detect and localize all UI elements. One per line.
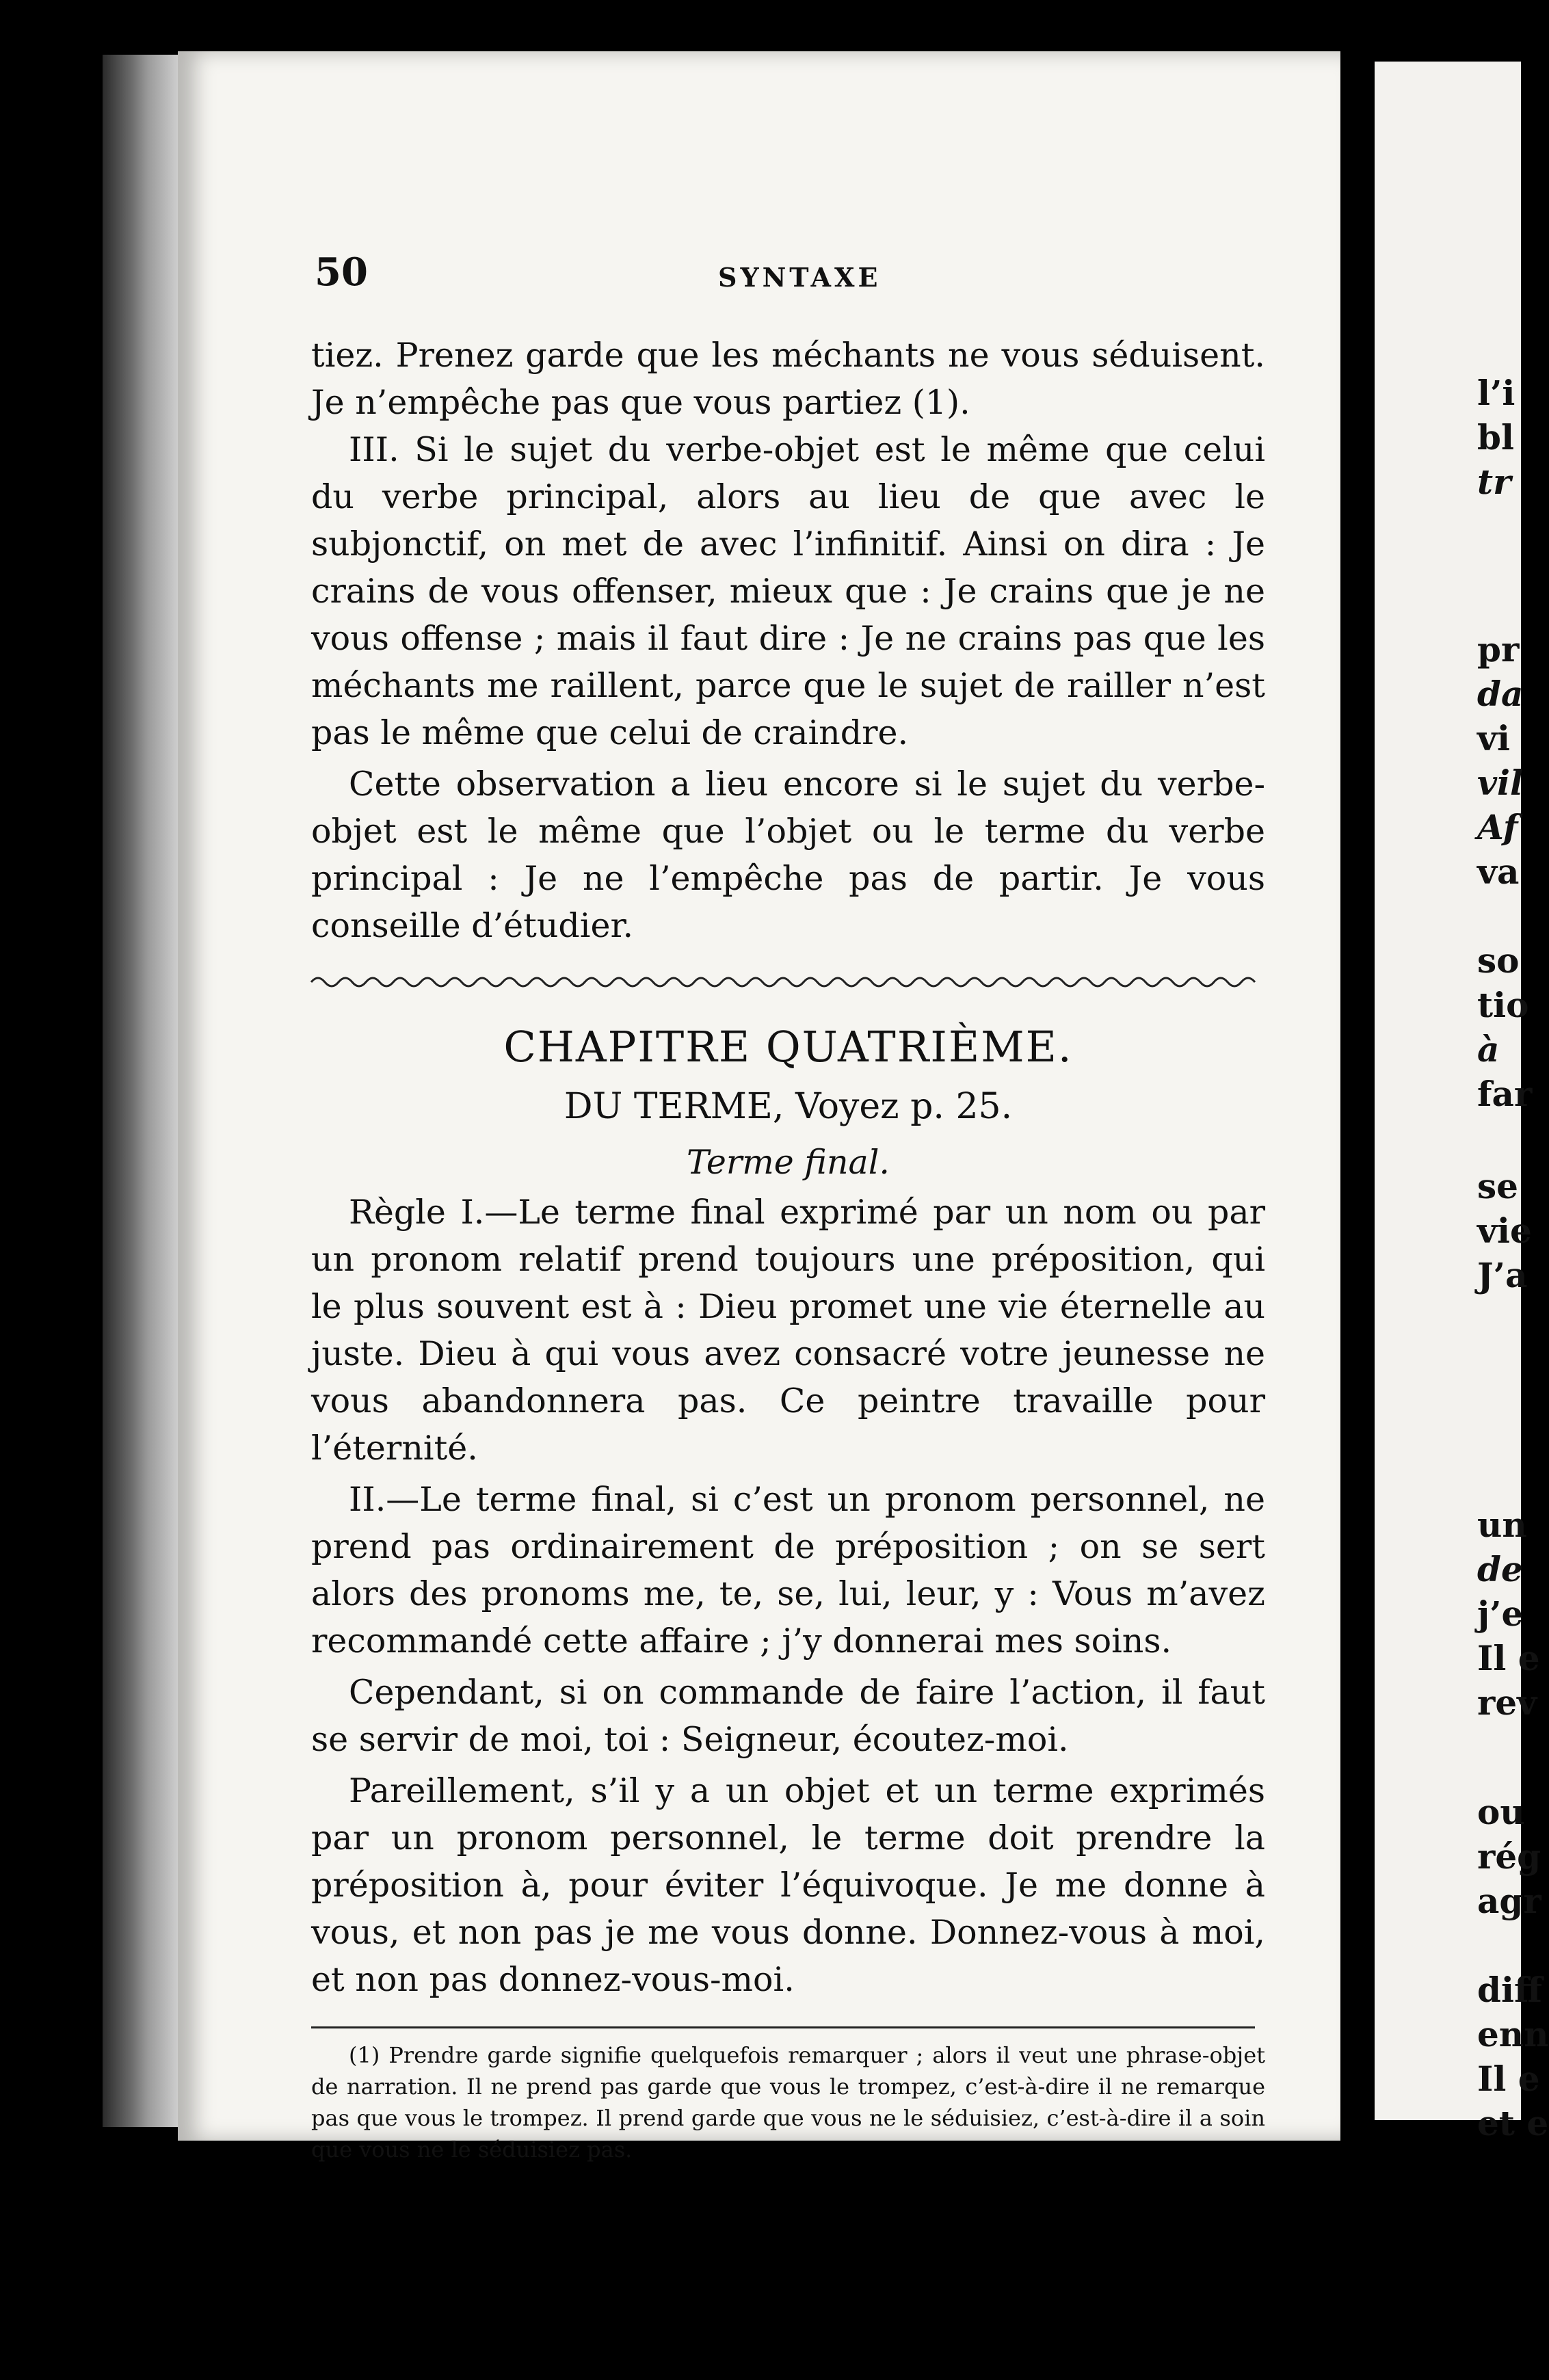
facing-fragment: de: [1477, 1549, 1523, 1589]
facing-fragment: rég: [1477, 1836, 1541, 1877]
book-spine: [103, 55, 185, 2127]
facing-fragment: far: [1477, 1074, 1533, 1114]
facing-fragment: Af: [1477, 807, 1518, 847]
rule-paragraph: Règle I.—Le terme final exprimé par un nom ou par un pronom relatif prend toujours une préposition, qui le plus souvent est à : Dieu promet une vie éternelle au juste. Dieu à qui vous avez consacré votre jeunesse ne vous abandonnera pas. Ce peintre travaille pour l’éternité.: [311, 1193, 1265, 1468]
facing-fragment: se: [1477, 1166, 1518, 1206]
facing-fragment: va: [1477, 851, 1520, 892]
facing-fragment: da: [1477, 674, 1524, 714]
facing-fragment: enn: [1477, 2014, 1549, 2054]
facing-fragment: pr: [1477, 629, 1520, 670]
facing-fragment: l’i: [1477, 373, 1515, 413]
paragraph: III. Si le sujet du verbe-objet est le même que celui du verbe principal, alors au lieu de que avec le subjonctif, on met de avec l’infinitif. Ainsi on dira : Je crains de vous offenser, mieux que : Je crains que je ne vous offense ; mais il faut dire : Je ne crains pas que les méchants me raillent, parce que le sujet de railler n’est pas le même que celui de craindre.: [311, 430, 1265, 752]
rule-paragraph: Pareillement, s’il y a un objet et un terme exprimés par un pronom personnel, le terme doit prendre la préposition à, pour éviter l’équivoque. Je me donne à vous, et non pas je me vous donne. Donnez-vous à moi, et non pas donnez-vous-moi.: [311, 1771, 1265, 1999]
facing-fragment: un: [1477, 1505, 1527, 1545]
paragraph: tiez. Prenez garde que les méchants ne vous séduisent. Je n’empêche pas que vous partiez (1).: [311, 336, 1265, 422]
page-body: [311, 332, 1265, 2165]
facing-fragment: rev: [1477, 1682, 1537, 1723]
facing-fragment: et e: [1477, 2103, 1549, 2143]
chapter-title: CHAPITRE QUATRIÈME.: [503, 1022, 1073, 1072]
page-number: 50: [315, 250, 368, 295]
facing-fragment: J’a: [1477, 1255, 1528, 1295]
rule-paragraph: II.—Le terme final, si c’est un pronom personnel, ne prend pas ordinairement de préposition ; on se sert alors des pronoms me, te, se, lui, leur, y : Vous m’avez recommandé cette affaire ; j’y donnerai mes soins.: [311, 1480, 1265, 1661]
footnote-rule: [311, 2026, 1255, 2028]
facing-fragment: vie: [1477, 1211, 1532, 1251]
chapter-subtitle: DU TERME, Voyez p. 25.: [564, 1086, 1013, 1127]
facing-fragment: diff: [1477, 1970, 1542, 2010]
paragraph: Cette observation a lieu encore si le sujet du verbe-objet est le même que l’objet ou le terme du verbe principal : Je ne l’empêche pas de partir. Je vous conseille d’étudier.: [311, 765, 1265, 945]
facing-fragment: vi: [1477, 718, 1511, 758]
facing-fragment: vil: [1477, 763, 1524, 803]
facing-fragment: ou: [1477, 1792, 1525, 1832]
facing-fragment: tio: [1477, 985, 1529, 1025]
running-head: SYNTAXE: [718, 262, 882, 293]
facing-fragment: j’e: [1477, 1594, 1524, 1634]
facing-fragment: agr: [1477, 1881, 1541, 1921]
section-heading: Terme final.: [686, 1143, 890, 1182]
page-header: [315, 250, 1258, 311]
rule-paragraph: Cependant, si on commande de faire l’action, il faut se servir de moi, toi : Seigneur, écoutez-moi.: [311, 1673, 1265, 1759]
facing-fragment: tr: [1477, 462, 1511, 502]
facing-fragment: so: [1477, 940, 1520, 981]
facing-fragment: Il e: [1477, 2059, 1540, 2099]
footnote: (1) Prendre garde signifie quelquefois remarquer ; alors il veut une phrase-objet de narration. Il ne prend pas garde que vous le trompez, c’est-à-dire il ne remarque pas que vous le trompez. Il prend garde que vous ne le séduisiez, c’est-à-dire il a soin que vous ne le séduisiez pas.: [311, 2042, 1265, 2163]
facing-page: [1375, 62, 1549, 2143]
ornamental-divider: [311, 968, 1265, 996]
facing-fragment: Il e: [1477, 1638, 1540, 1678]
facing-fragment: bl: [1477, 417, 1514, 458]
facing-fragment: à: [1477, 1029, 1500, 1070]
